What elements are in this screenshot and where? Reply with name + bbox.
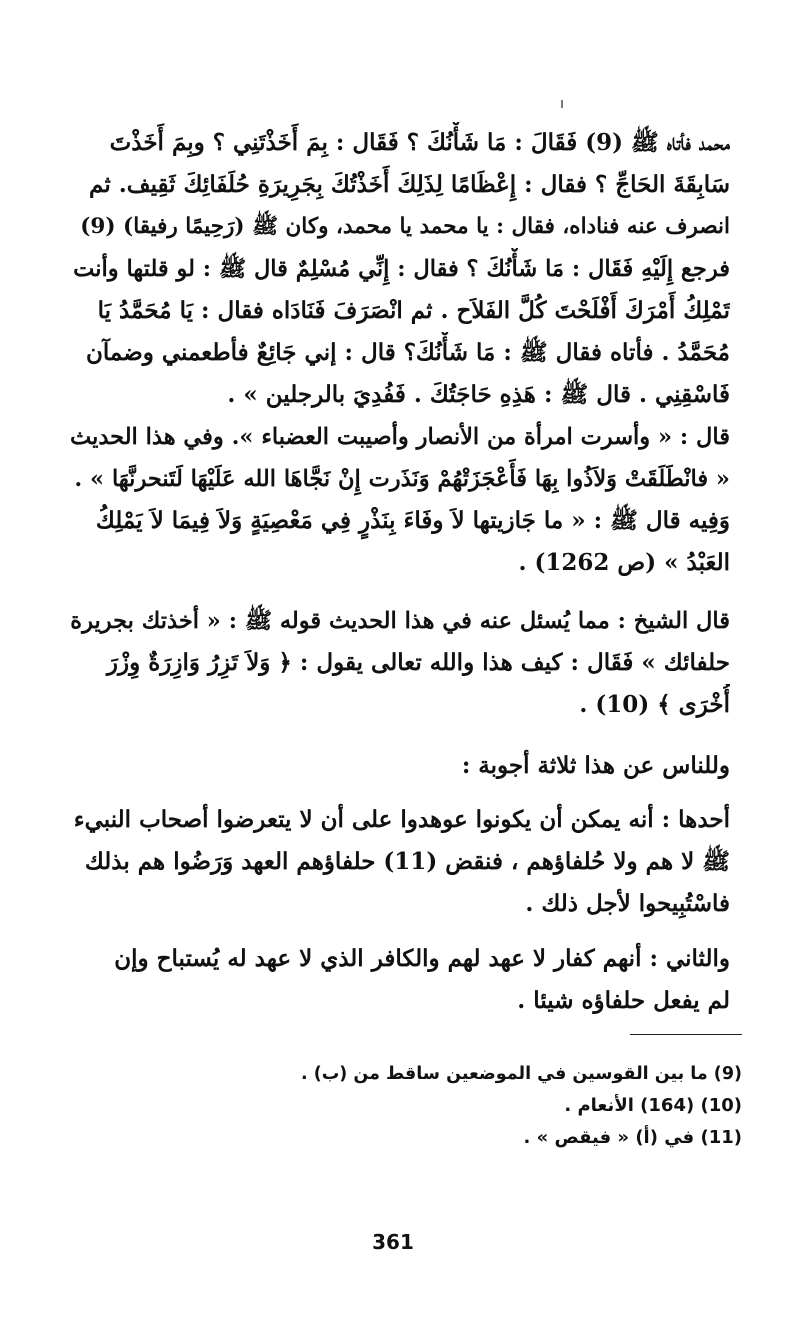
text-line: وللناس عن هذا ثلاثة أجوبة :	[461, 752, 730, 779]
text-line: ﷺ لا هم ولا حُلفاؤهم ، فنقض (11) حلفاؤهم العهد وَرَضُوا هم بذلك	[84, 848, 730, 875]
text-line: مُحَمَّدُ . فأتاه فقال ﷺ : مَا شَأْنُكَ؟ قال : إني جَائِعٌ فأطعمني وضمآن	[86, 339, 730, 366]
footnotes	[300, 1058, 742, 1154]
text-line: انصرف عنه فناداه، فقال : يا محمد يا محمد، وكان ﷺ (رَحِيمًا رفيقا) (9)	[80, 214, 730, 239]
text-line: وَفِيه قال ﷺ : « ما جَازيتها لاَ وفَاءَ بِنَذْرٍ فِي مَعْصِيَةٍ وَلاَ فِيمَا لاَ يَمْلِكُ	[95, 507, 730, 534]
top-mark	[561, 100, 563, 108]
text-line: العَبْدُ » (ص 1262) .	[518, 549, 730, 576]
text-line: « فانْطَلَقَتْ وَلاَذُوا بِهَا فَأَعْجَزَتْهُمْ وَنَذَرت إِنْ نَجَّاهَا الله عَلَيْهَا لَتَنحرنَّهَا » .	[74, 466, 730, 492]
text-line: لم يفعل حلفاؤه شيئا .	[517, 987, 730, 1014]
footnote-9: (9) ما بين القوسين في الموضعين ساقط من (ب) .	[300, 1064, 742, 1084]
paragraph-5	[70, 799, 730, 925]
text-line: قال : « وأسرت امرأة من الأنصار وأصيبت العضباء ». وفي هذا الحديث	[70, 424, 730, 450]
footnote-divider	[630, 1034, 742, 1035]
text-line: أحدها : أنه يمكن أن يكونوا عوهدوا على أن لا يتعرضوا أصحاب النبيء	[73, 806, 730, 833]
footnote-11: (11) في (أ) « فيقص » .	[523, 1127, 742, 1148]
text-line: فرجع إِلَيْهِ فَقَال : مَا شَأْنُكَ ؟ فقال : إِنِّي مُسْلِمٌ قال ﷺ : لو قلتها وأنت	[73, 256, 730, 282]
text-line: فاسْتُبِيحوا لأجل ذلك .	[525, 890, 730, 917]
text-line: محمد فأتاه ﷺ (9) فَقَالَ : مَا شَأْنُكَ ؟ فَقَال : بِمَ أَخَذْتَنِي ؟ وبِمَ أَخَذْتَ	[109, 129, 730, 156]
paragraph-6	[70, 938, 730, 1022]
page-number: 361	[372, 1230, 414, 1254]
text-line: فَاسْقِنِي . قال ﷺ : هَذِهِ حَاجَتُكَ . فَفُدِيَ بالرجلين » .	[227, 381, 730, 408]
text-line: سَابِقَةَ الحَاجِّ ؟ فقال : إِعْظَامًا لِذَلِكَ أَخَذْتُكَ بِجَرِيرَةِ حُلَفَائِكَ ثَقِيف. ثم	[89, 171, 730, 198]
paragraph-3	[70, 600, 730, 726]
paragraph-4	[70, 745, 730, 787]
text-line: حلفائك » فَقَال : كيف هذا والله تعالى يقول : ﴿ وَلاَ تَزِرُ وَازِرَةٌ وِزْرَ	[106, 649, 730, 676]
text-line: أُخْرَى ﴾ (10) .	[579, 691, 730, 718]
paragraph-1	[70, 122, 730, 416]
footnote-10: (10) (164) الأنعام .	[564, 1095, 742, 1116]
text-line: والثاني : أنهم كفار لا عهد لهم والكافر الذي لا عهد له يُستباح وإن	[114, 945, 730, 972]
text-line: تَمْلِكُ أَمْرَكَ أَفْلَحْتَ كُلَّ الفَلاَح . ثم انْصَرَفَ فَنَادَاه فقال : يَا مُحَمَّدُ يَا	[97, 297, 730, 324]
paragraph-2	[70, 416, 730, 584]
text-line: قال الشيخ : مما يُسئل عنه في هذا الحديث قوله ﷺ : « أخذتك بجريرة	[70, 608, 730, 634]
